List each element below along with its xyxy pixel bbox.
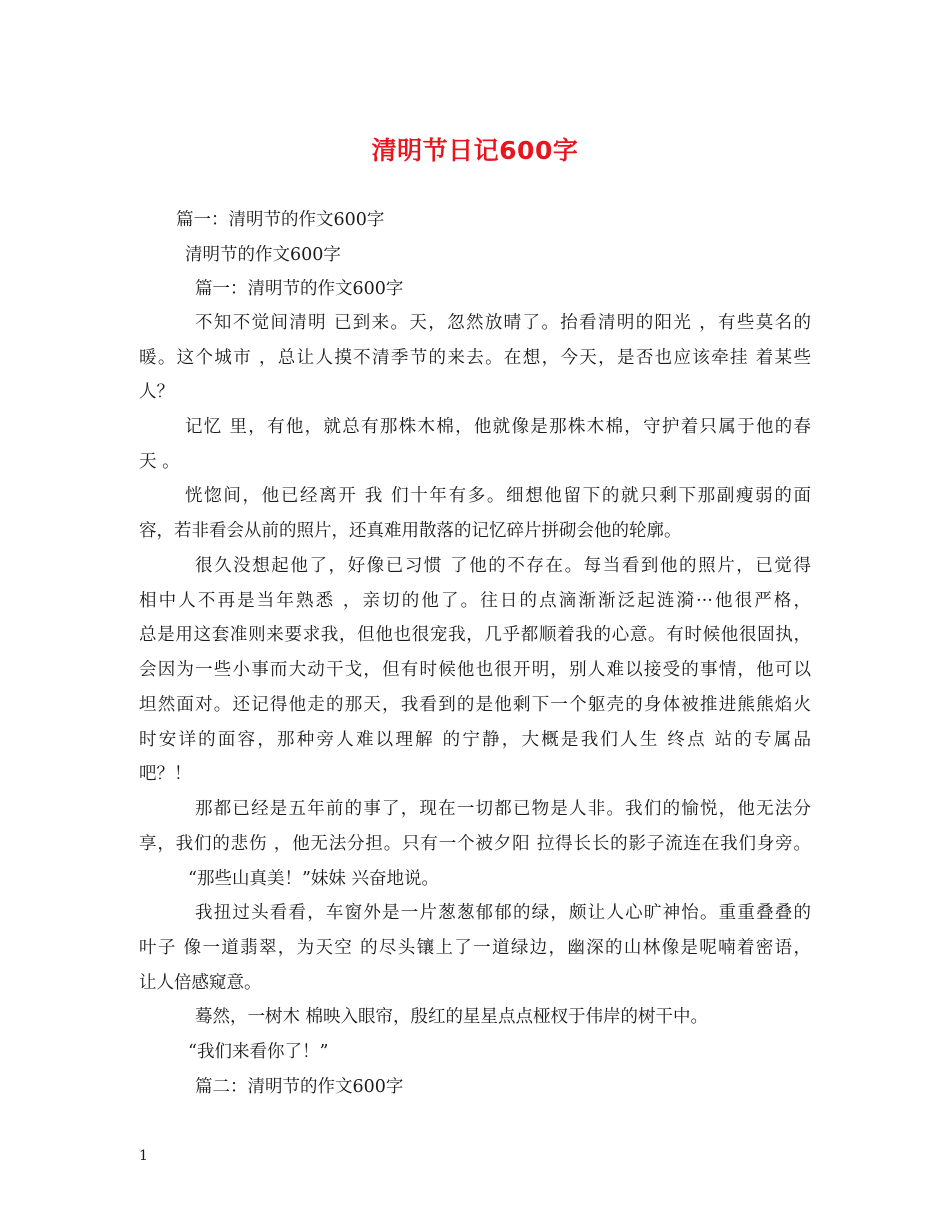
paragraph-line: 会因为一些小事而大动干戈，但有时候他也很开明，别人难以接受的事情，他可以 <box>139 660 811 680</box>
paragraph-line: 人？ <box>139 382 174 402</box>
paragraph-line: 吧？！ <box>139 764 192 784</box>
paragraph-line: 享，我们的悲伤 ，他无法分担。只有一个被夕阳 拉得长长的影子流连在我们身旁。 <box>139 834 811 854</box>
paragraph-line: 我扭过头看看，车窗外是一片葱葱郁郁的绿，颇让人心旷神怡。重重叠叠的 <box>195 903 811 923</box>
page-number: 1 <box>139 1148 148 1164</box>
paragraph-line: 蓦然，一树木 棉映入眼帘，殷红的星星点点桠杈于伟岸的树干中。 <box>195 1007 709 1027</box>
paragraph-line: 叶子 像一道翡翠，为天空 的尽头镶上了一道绿边，幽深的山林像是呢喃着密语， <box>139 938 811 958</box>
section-heading: 篇一：清明节的作文600字 <box>195 279 404 299</box>
document-title: 清明节日记600字 <box>371 136 579 165</box>
paragraph-line: 让人倍感窥意。 <box>139 973 262 993</box>
paragraph-line: 相中人不再是当年熟悉 ，亲切的他了。往日的点滴渐渐泛起涟漪···他很严格， <box>139 591 811 611</box>
paragraph-line: 记忆 里，有他，就总有那株木棉，他就像是那株木棉，守护着只属于他的春 <box>185 417 811 437</box>
paragraph-line: 坦然面对。还记得他走的那天，我看到的是他剩下一个躯壳的身体被推进熊熊焰火 <box>139 695 811 715</box>
paragraph-line: 天 。 <box>139 452 180 472</box>
section-heading: 篇一：清明节的作文600字 <box>176 210 385 230</box>
paragraph-line: 时安详的面容，那种旁人难以理解 的宁静，大概是我们人生 终点 站的专属品 <box>139 730 811 750</box>
paragraph-line: 恍惚间，他已经离开 我 们十年有多。细想他留下的就只剩下那副瘦弱的面 <box>185 486 811 506</box>
paragraph-line: 总是用这套准则来要求我，但他也很宠我，几乎都顺着我的心意。有时候他很固执， <box>139 625 811 645</box>
paragraph-line: 容，若非看会从前的照片，还真难用散落的记忆碎片拼砌会他的轮廓。 <box>139 521 682 541</box>
paragraph-line: “那些山真美！”妹妹 兴奋地说。 <box>188 869 439 889</box>
paragraph-line: 很久没想起他了，好像已习惯 了他的不存在。每当看到他的照片，已觉得 <box>195 556 811 576</box>
paragraph-line: “我们来看你了！” <box>188 1042 329 1062</box>
subheading: 清明节的作文600字 <box>185 245 341 265</box>
paragraph-line: 那都已经是五年前的事了，现在一切都已物是人非。我们的愉悦，他无法分 <box>195 799 811 819</box>
section-heading: 篇二：清明节的作文600字 <box>195 1077 404 1097</box>
paragraph-line: 不知不觉间清明 已到来。天，忽然放晴了。抬看清明的阳光 ，有些莫名的 <box>195 313 811 333</box>
paragraph-line: 暖。这个城市 ，总让人摸不清季节的来去。在想，今天，是否也应该牵挂 着某些 <box>139 348 811 368</box>
